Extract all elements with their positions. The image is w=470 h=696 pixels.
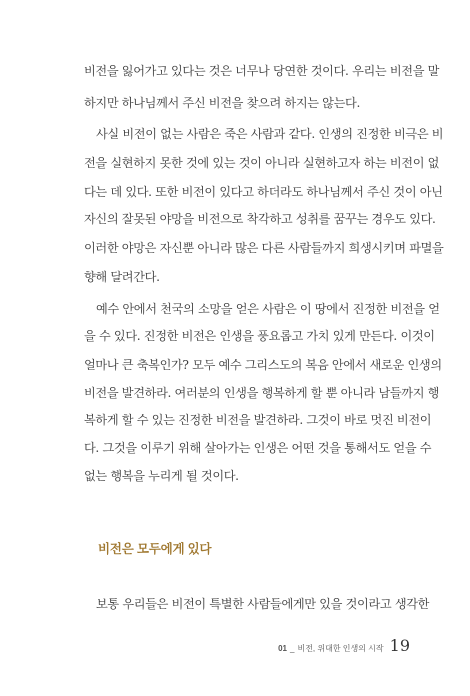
paragraph-2-line-1: 사실 비전이 없는 사람은 죽은 사람과 같다. 인생의 진정한 비극은 비 — [96, 127, 444, 141]
paragraph-3-line-5: 복하게 할 수 있는 진정한 비전을 발견하라. 그것이 바로 멋진 비전이 — [84, 413, 432, 427]
paragraph-1-line-2: 하지만 하나님께서 주신 비전을 찾으려 하지는 않는다. — [84, 96, 360, 110]
footer-separator: _ — [290, 644, 295, 653]
paragraph-3-line-7: 없는 행복을 누리게 될 것이다. — [84, 469, 239, 483]
paragraph-3-line-3: 얼마나 큰 축복인가? 모두 예수 그리스도의 복음 안에서 새로운 인생의 — [84, 358, 442, 372]
footer-chapter-title: 비전, 위대한 인생의 시작 — [297, 644, 384, 653]
paragraph-3-line-6: 다. 그것을 이루기 위해 살아가는 인생은 어떤 것을 통해서도 얻을 수 — [84, 441, 432, 455]
closing-line: 보통 우리들은 비전이 특별한 사람들에게만 있을 것이라고 생각한 — [96, 597, 430, 611]
paragraph-2-line-3: 다는 데 있다. 또한 비전이 있다고 하더라도 하나님께서 주신 것이 아닌 — [84, 185, 443, 199]
paragraph-3-line-1: 예수 안에서 천국의 소망을 얻은 사람은 이 땅에서 진정한 비전을 얻 — [96, 302, 440, 316]
paragraph-1-line-1: 비전을 잃어가고 있다는 것은 너무나 당연한 것이다. 우리는 비전을 말 — [84, 64, 440, 78]
section-heading: 비전은 모두에게 있다 — [98, 542, 212, 556]
paragraph-2-line-6: 향해 달려간다. — [84, 270, 160, 284]
page-number: 19 — [389, 636, 410, 655]
paragraph-3-line-2: 을 수 있다. 진정한 비전은 인생을 풍요롭고 가치 있게 만든다. 이것이 — [84, 329, 435, 343]
page-footer — [278, 636, 410, 655]
paragraph-2-line-5: 이러한 야망은 자신뿐 아니라 많은 다른 사람들까지 희생시키며 파멸을 — [84, 241, 444, 255]
paragraph-2-line-2: 전을 실현하지 못한 것에 있는 것이 아니라 실현하고자 하는 비전이 없 — [84, 156, 440, 170]
footer-chapter-number: 01 — [278, 644, 288, 653]
paragraph-3-line-4: 비전을 발견하라. 여러분의 인생을 행복하게 할 뿐 아니라 남들까지 행 — [84, 386, 440, 400]
paragraph-2-line-4: 자신의 잘못된 야망을 비전으로 착각하고 성취를 꿈꾸는 경우도 있다. — [84, 212, 436, 226]
